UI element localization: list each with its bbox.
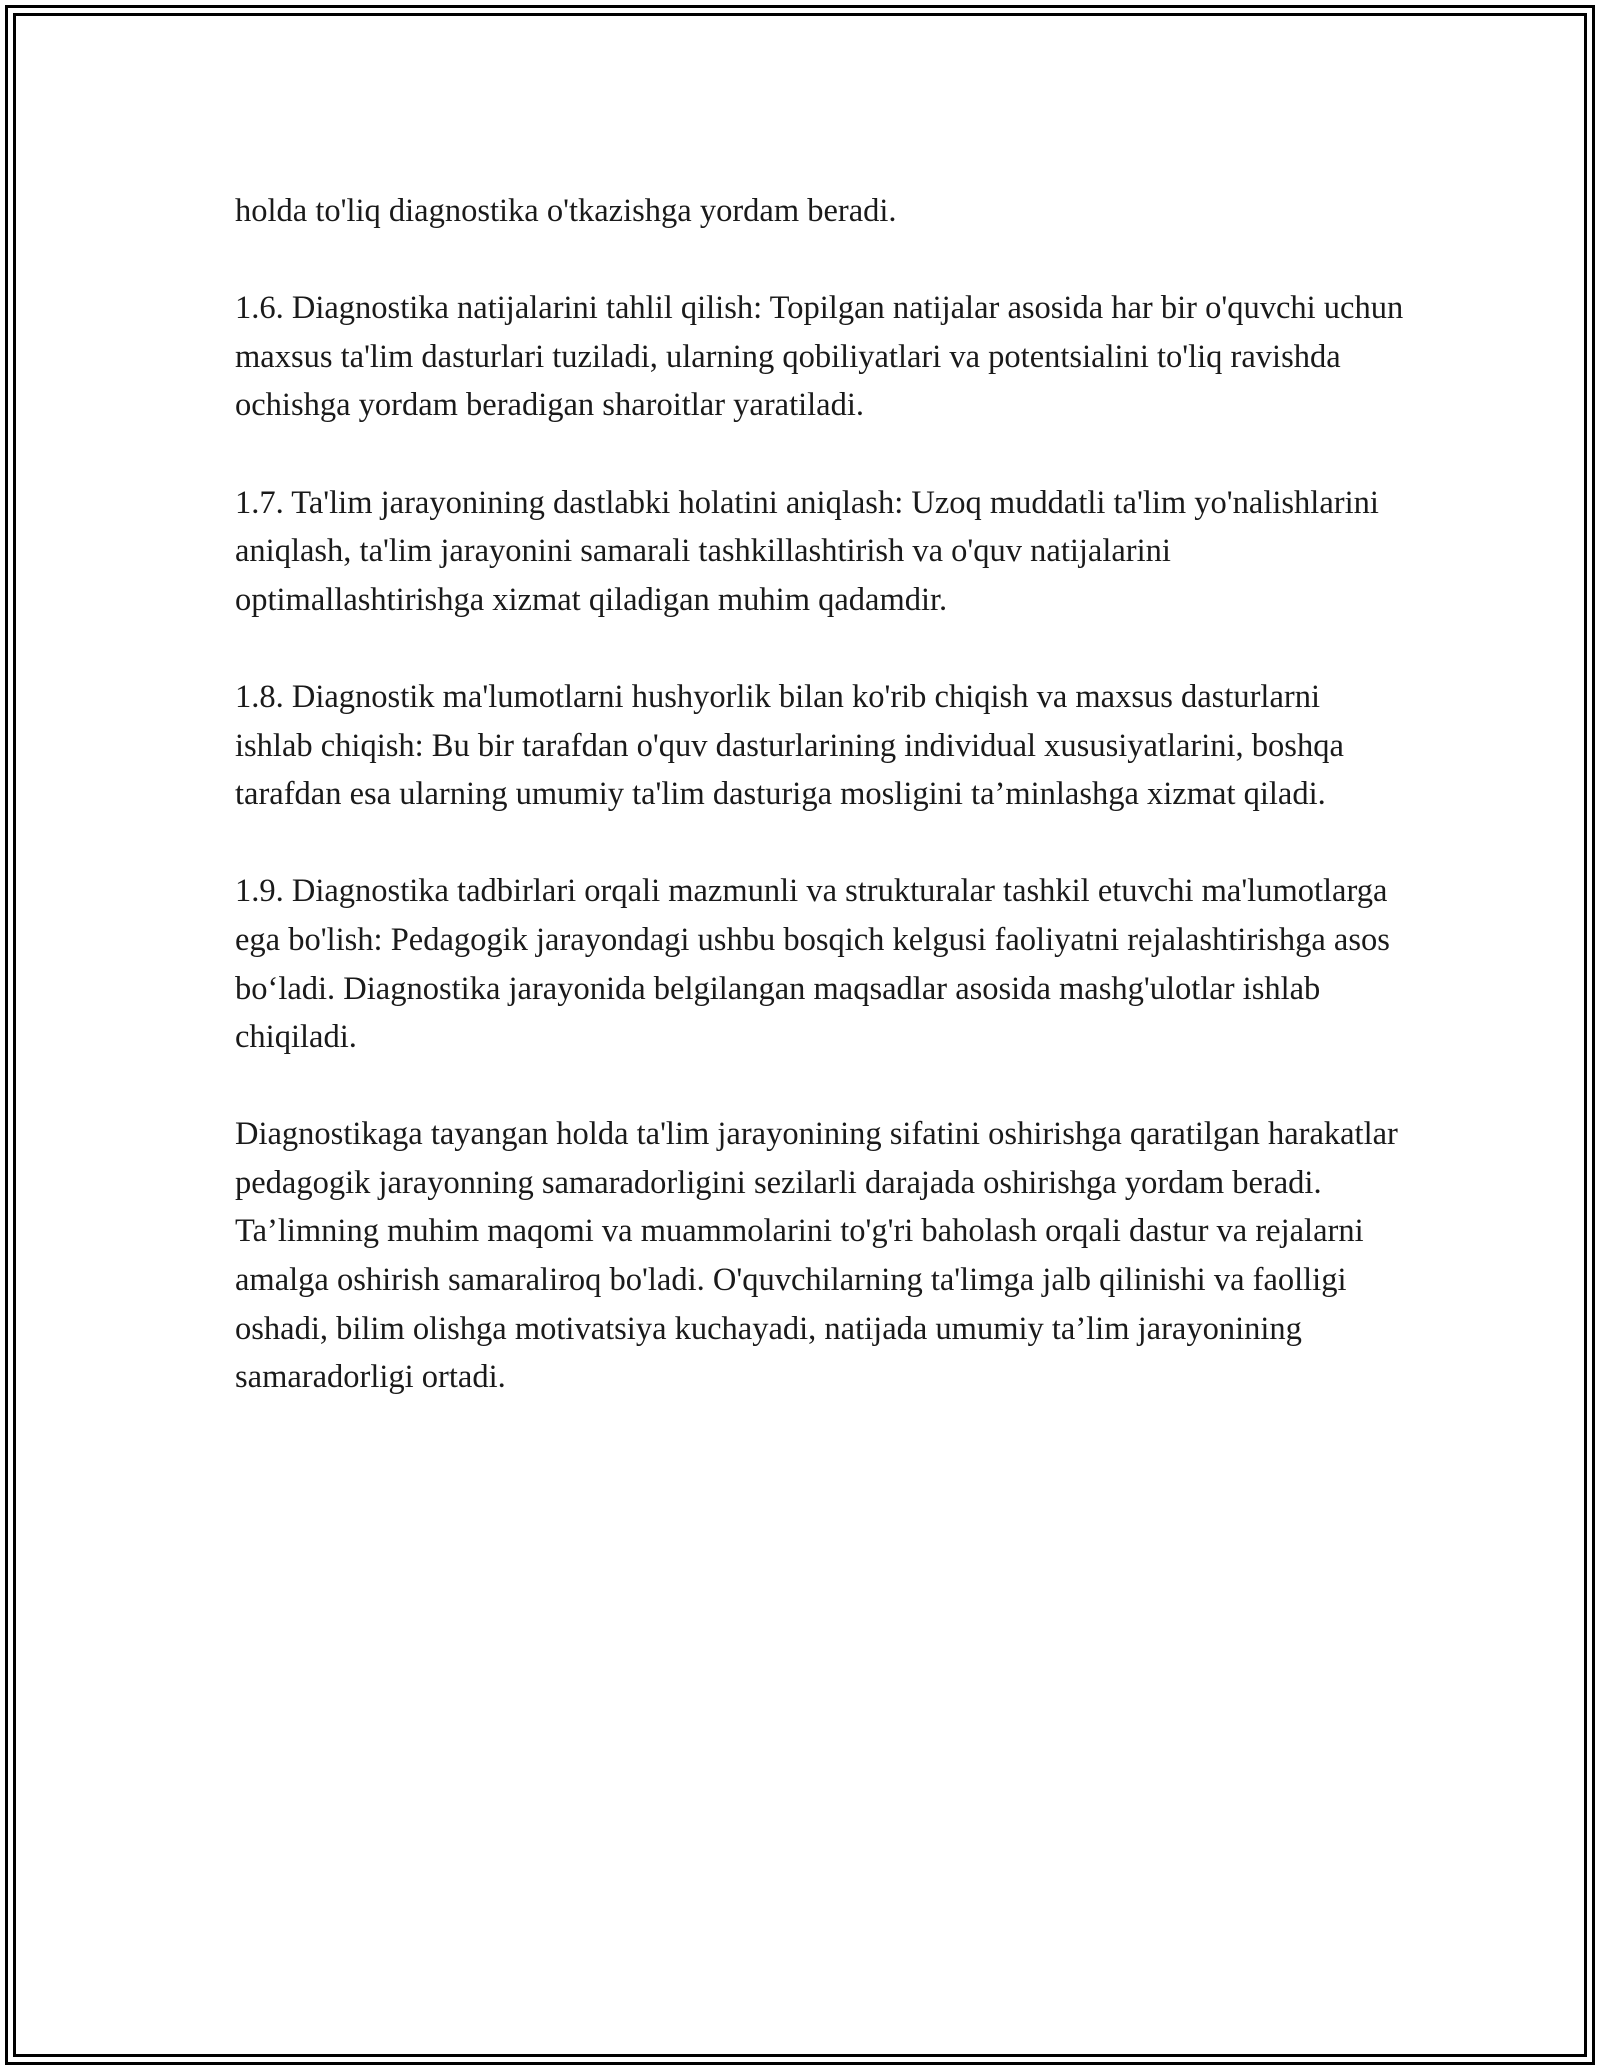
paragraph-1-9: 1.9. Diagnostika tadbirlari orqali mazmunli va strukturalar tashkil etuvchi ma'lumotlarga ega bo'lish: Pedagogik jarayondagi ushbu bosqich kelgusi faoliyatni rejalashtirishga asos bo‘ladi. Diagnostika jarayonida belgilangan maqsadlar asosida mashg'ulotlar ishlab chiqiladi. — [235, 873, 1390, 1056]
paragraph-1-8: 1.8. Diagnostik ma'lumotlarni hushyorlik bilan ko'rib chiqish va maxsus dasturlarni ishlab chiqish: Bu bir tarafdan o'quv dasturlarining individual xususiyatlarini, boshqa tarafdan esa ularning umumiy ta'lim dasturiga mosligini ta’minlashga xizmat qiladi. — [235, 678, 1344, 813]
paragraph-1-7: 1.7. Ta'lim jarayonining dastlabki holatini aniqlash: Uzoq muddatli ta'lim yo'nalishlarini aniqlash, ta'lim jarayonini samarali tashkillashtirish va o'quv natijalarini optimallashtirishga xizmat qiladigan muhim qadamdir. — [235, 484, 1379, 618]
paragraph-1-6: 1.6. Diagnostika natijalarini tahlil qilish: Topilgan natijalar asosida har bir o'quvchi uchun maxsus ta'lim dasturlari tuziladi, ularning qobiliyatlari va potentsialini to'liq ravishda ochishga yordam beradigan sharoitlar yaratiladi. — [235, 290, 1404, 424]
paragraph-continuation: holda to'liq diagnostika o'tkazishga yordam beradi. — [235, 193, 897, 229]
paragraph-conclusion: Diagnostikaga tayangan holda ta'lim jarayonining sifatini oshirishga qaratilgan harakatlar pedagogik jarayonning samaradorligini sezilarli darajada oshirishga yordam beradi. Ta’limning muhim maqomi va muammolarini to'g'ri baholash orqali dastur va rejalarni amalga oshirish samaraliroq bo'ladi. O'quvchilarning ta'limga jalb qilinishi va faolligi oshadi, bilim olishga motivatsiya kuchayadi, natijada umumiy ta’lim jarayonining samaradorligi ortadi. — [235, 1116, 1398, 1396]
document-body — [235, 187, 1405, 1402]
